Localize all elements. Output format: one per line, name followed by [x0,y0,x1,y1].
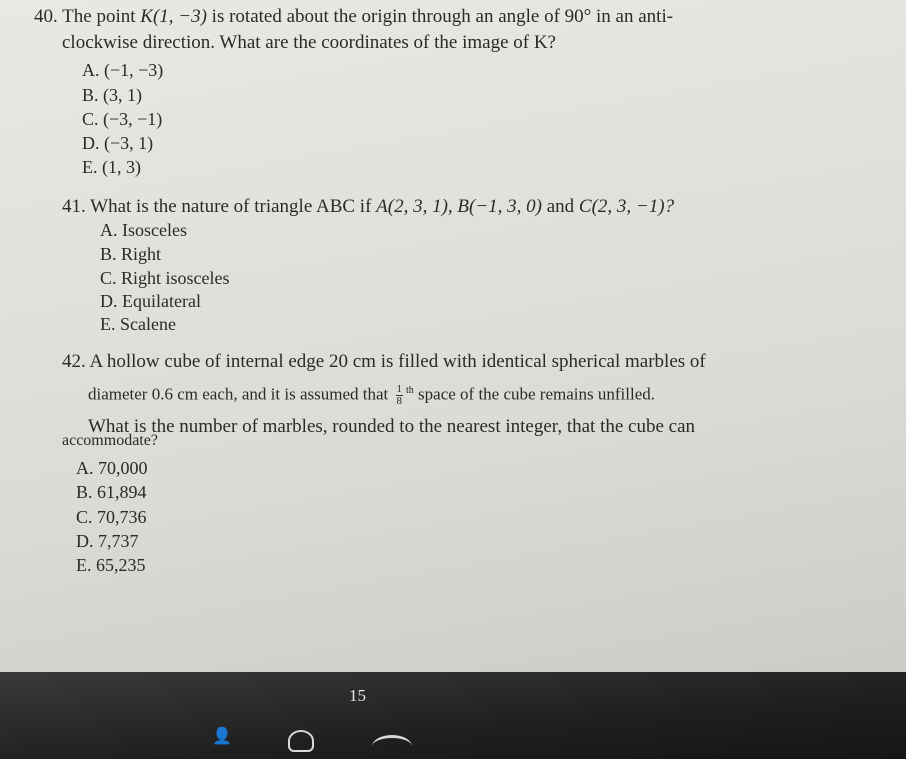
q40-option-b: B. (3, 1) [82,85,142,105]
q41-option-b: B. Right [100,244,162,264]
q41-option-a: A. Isosceles [100,220,187,240]
q42-option-c: C. 70,736 [76,507,147,527]
q42-sup: th [406,384,414,396]
q42-line2 [88,384,655,407]
q41-option-e: E. Scalene [100,314,176,334]
q40-text-c: in an anti- [591,6,674,27]
q42-line3: What is the number of marbles, rounded to the nearest integer, that the cube can [88,416,696,437]
q41-text-a: 41. What is the nature of triangle ABC if [62,196,377,217]
q40-option-e: E. (1, 3) [82,157,141,177]
q41-option-c: C. Right isosceles [100,268,230,288]
q40-angle: 90° [564,6,592,27]
q41-line1 [62,196,674,218]
q42-option-a: A. 70,000 [76,458,148,478]
logo-mark-icon: 👤 [212,728,232,745]
page-number: 15 [349,686,366,705]
q41-point-c: C(2, 3, −1)? [578,196,675,217]
q42-option-b: B. 61,894 [76,482,147,502]
q42-line4: accommodate? [62,432,158,449]
q40-point: K(1, −3) [140,6,207,27]
q42-option-d: D. 7,737 [76,531,139,551]
q42-frac-den: 8 [396,395,402,407]
q40-option-a: A. (−1, −3) [82,60,164,80]
badge-icon [288,730,314,752]
q41-text-b: and [541,196,579,217]
q42-fraction [396,384,404,407]
q40-line1 [34,6,673,28]
q40-line2: clockwise direction. What are the coordinates of the image of K? [62,32,556,53]
q42-line2b: space of the cube remains unfilled. [418,384,655,404]
q41-option-d: D. Equilateral [100,291,201,311]
q40-option-c: C. (−3, −1) [82,109,163,129]
q42-frac-num: 1 [396,383,402,395]
q40-option-d: D. (−3, 1) [82,133,154,153]
q42-line2a: diameter 0.6 cm each, and it is assumed that [88,384,389,404]
q40-text-b: is rotated about the origin through an angle of [206,6,565,27]
q42-line1: 42. A hollow cube of internal edge 20 cm is filled with identical spherical marbles of [62,351,706,372]
q42-option-e: E. 65,235 [76,555,146,575]
arc-icon [372,735,412,758]
q40-text-a: 40. The point [34,6,141,27]
q41-points: A(2, 3, 1), B(−1, 3, 0) [376,196,542,217]
page-shadow-band [0,672,906,759]
